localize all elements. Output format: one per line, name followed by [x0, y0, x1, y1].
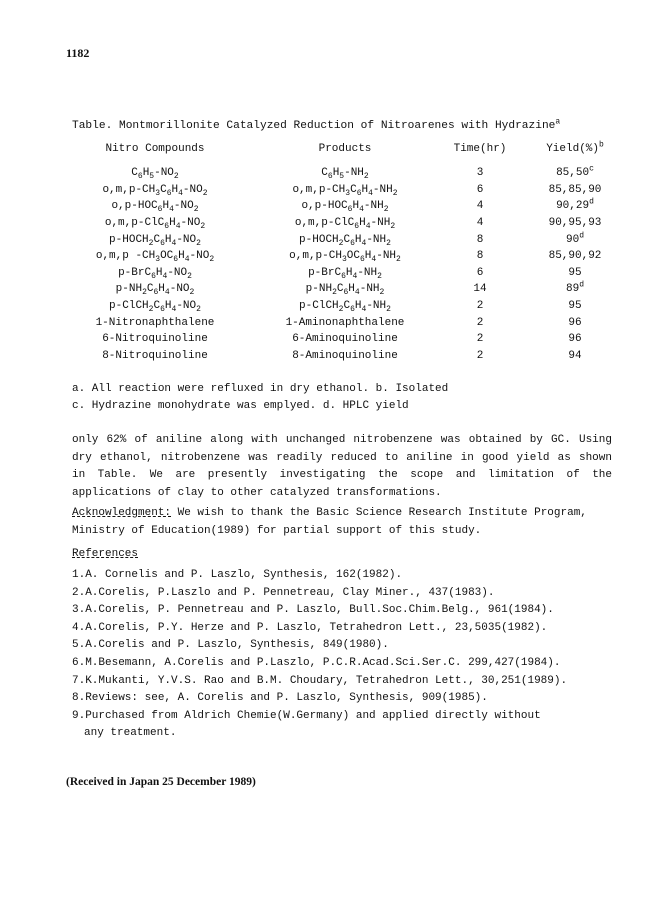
- table-title-footnote-mark: a: [555, 117, 561, 127]
- cell-product: 8-Aminoquinoline: [292, 349, 398, 362]
- table-note: a. All reaction were refluxed in dry ethanol. b. Isolated: [72, 383, 449, 395]
- reference-item: 3.A.Corelis, P. Pennetreau and P. Laszlo, Bull.Soc.Chim.Belg., 961(1984).: [72, 604, 554, 617]
- table-title: [72, 117, 561, 132]
- table-row: [60, 348, 630, 365]
- header-nitro-compounds: Nitro Compounds: [105, 143, 205, 155]
- cell-yield-footnote-mark: c: [589, 164, 594, 174]
- cell-yield: [520, 281, 630, 298]
- table-body: [60, 165, 630, 364]
- cell-yield: [520, 348, 630, 365]
- header-yield-footnote-mark: b: [599, 140, 604, 150]
- table-note: c. Hydrazine monohydrate was emplyed. d. HPLC yield: [72, 400, 409, 412]
- cell-product: $o,m,p-ClC_6H_4-NH_2$: [294, 217, 396, 232]
- cell-yield-value: 85,85,90: [548, 183, 602, 196]
- results-table: [60, 140, 630, 364]
- cell-product: $p-NH_2C_6H_4-NH_2$: [305, 283, 385, 298]
- table-row: [60, 314, 630, 331]
- reference-item: 9.Purchased from Aldrich Chemie(W.Germany) and applied directly without: [72, 709, 541, 722]
- cell-nitro-compound: 1-Nitronaphthalene: [95, 316, 215, 329]
- cell-yield-value: 85,90,92: [548, 250, 602, 263]
- cell-time: 3: [476, 167, 484, 180]
- cell-product: $p-ClCH_2C_6H_4-NH_2$: [299, 300, 391, 315]
- table-notes: [72, 381, 448, 415]
- cell-time: 4: [476, 200, 484, 213]
- references-list: [72, 567, 567, 743]
- acknowledgment-heading: Acknowledgment:: [72, 507, 172, 519]
- cell-product: 1-Aminonaphthalene: [285, 316, 405, 329]
- table-header-row: [60, 143, 630, 165]
- table-row: [60, 198, 630, 215]
- cell-time: 14: [473, 283, 487, 296]
- table-title-text: Table. Montmorillonite Catalyzed Reduction of Nitroarenes with Hydrazine: [72, 120, 556, 132]
- cell-product: $o,m,p-CH_3C_6H_4-NH_2$: [292, 183, 398, 199]
- reference-item: 8.Reviews: see, A. Corelis and P. Laszlo, Synthesis, 909(1985).: [72, 692, 488, 705]
- cell-nitro-compound: $o,m,p-ClC_6H_4-NO_2$: [104, 217, 206, 232]
- cell-time: 2: [476, 300, 484, 313]
- cell-yield-value: 90: [565, 233, 580, 246]
- table-row: [60, 215, 630, 232]
- cell-time: 8: [476, 250, 484, 263]
- acknowledgment: [72, 505, 612, 540]
- cell-yield-footnote-mark: d: [579, 280, 584, 290]
- cell-yield: [520, 248, 630, 265]
- cell-product: $o,m,p-CH_3OC_6H_4-NH_2$: [289, 250, 401, 265]
- cell-time: 4: [476, 217, 484, 230]
- cell-yield: [520, 231, 630, 248]
- table-row: [60, 248, 630, 265]
- cell-yield-value: 90,95,93: [548, 217, 602, 230]
- cell-nitro-compound: o,m,p $-CH_3OC_6H_4-NO_2$: [95, 250, 215, 265]
- cell-yield-value: 94: [568, 349, 582, 362]
- reference-item: 2.A.Corelis, P.Laszlo and P. Pennetreau, Clay Miner., 437(1983).: [72, 586, 495, 599]
- table-row: [60, 165, 630, 182]
- cell-nitro-compound: $o,p-HOC_6H_4-NO_2$: [111, 200, 199, 215]
- reference-item: 1.A. Cornelis and P. Laszlo, Synthesis, 162(1982).: [72, 569, 403, 581]
- table-row: [60, 331, 630, 348]
- reference-item: 7.K.Mukanti, Y.V.S. Rao and B.M. Choudary, Tetrahedron Lett., 30,251(1989).: [72, 674, 568, 687]
- cell-nitro-compound: $p-HOCH_2C_6H_4-NO_2$: [109, 233, 201, 248]
- cell-product: $C_6H_5-NH_2$: [321, 167, 369, 182]
- cell-yield-value: 85,50: [556, 167, 590, 180]
- cell-nitro-compound: $o,m,p-CH_3C_6H_4-NO_2$: [102, 183, 208, 199]
- cell-yield-footnote-mark: d: [589, 197, 594, 207]
- cell-yield: [520, 198, 630, 215]
- table-row: [60, 265, 630, 282]
- cell-yield: [520, 215, 630, 232]
- cell-yield: [520, 314, 630, 331]
- page-number: 1182: [66, 46, 90, 60]
- reference-continuation: any treatment.: [84, 727, 177, 740]
- body-paragraph: [72, 432, 612, 502]
- cell-nitro-compound: $p-ClCH_2C_6H_4-NO_2$: [109, 300, 201, 315]
- acknowledgment-text: We wish to thank the Basic Science Research Institute Program, Ministry of Education(1989) for partial support of this study.: [72, 507, 587, 537]
- table-row: [60, 298, 630, 315]
- cell-product: $p-HOCH_2C_6H_4-NH_2$: [299, 233, 391, 248]
- references-heading: References: [72, 548, 139, 560]
- table-row: [60, 281, 630, 298]
- table-row: [60, 231, 630, 248]
- cell-yield-value: 89: [565, 283, 580, 296]
- cell-yield-footnote-mark: d: [579, 231, 584, 241]
- cell-nitro-compound: $p-NH_2C_6H_4-NO_2$: [115, 283, 195, 298]
- header-yield: [520, 140, 630, 165]
- cell-nitro-compound: $p-BrC_6H_4-NO_2$: [118, 266, 192, 282]
- header-products: Products: [318, 143, 372, 155]
- cell-yield: [520, 165, 630, 182]
- cell-product: $p-BrC_6H_4-NH_2$: [308, 266, 382, 282]
- cell-yield-value: 90,29: [556, 200, 590, 213]
- cell-yield: [520, 182, 630, 199]
- cell-nitro-compound: 8-Nitroquinoline: [102, 349, 208, 362]
- reference-item: 4.A.Corelis, P.Y. Herze and P. Laszlo, Tetrahedron Lett., 23,5035(1982).: [72, 621, 548, 634]
- received-date: (Received in Japan 25 December 1989): [66, 776, 256, 788]
- cell-time: 6: [476, 266, 484, 279]
- cell-time: 2: [476, 349, 484, 362]
- cell-yield-value: 95: [568, 266, 582, 279]
- body-paragraph-text: only 62% of aniline along with unchanged nitrobenzene was obtained by GC. Using dry ethanol, nitrobenzene was readily reduced to aniline in good yield as shown in Table. We are presently investigating the scope and limitation of the applications of clay to other catalyzed transformations.: [72, 434, 612, 499]
- cell-yield: [520, 298, 630, 315]
- reference-item: 5.A.Corelis and P. Laszlo, Synthesis, 849(1980).: [72, 639, 389, 652]
- cell-product: $o,p-HOC_6H_4-NH_2$: [301, 200, 389, 215]
- header-yield-text: Yield(%): [546, 143, 599, 155]
- table-row: [60, 182, 630, 199]
- cell-time: 2: [476, 333, 484, 346]
- cell-yield: [520, 265, 630, 282]
- cell-yield-value: 95: [568, 300, 582, 313]
- header-time: Time(hr): [453, 143, 507, 155]
- cell-yield: [520, 331, 630, 348]
- cell-time: 8: [476, 233, 484, 246]
- cell-time: 2: [476, 316, 484, 329]
- cell-time: 6: [476, 183, 484, 196]
- cell-yield-value: 96: [568, 316, 582, 329]
- cell-product: 6-Aminoquinoline: [292, 333, 398, 346]
- cell-yield-value: 96: [568, 333, 582, 346]
- cell-nitro-compound: 6-Nitroquinoline: [102, 333, 208, 346]
- cell-nitro-compound: $C_6H_5-NO_2$: [131, 167, 179, 182]
- reference-item: 6.M.Besemann, A.Corelis and P.Laszlo, P.C.R.Acad.Sci.Ser.C. 299,427(1984).: [72, 656, 561, 669]
